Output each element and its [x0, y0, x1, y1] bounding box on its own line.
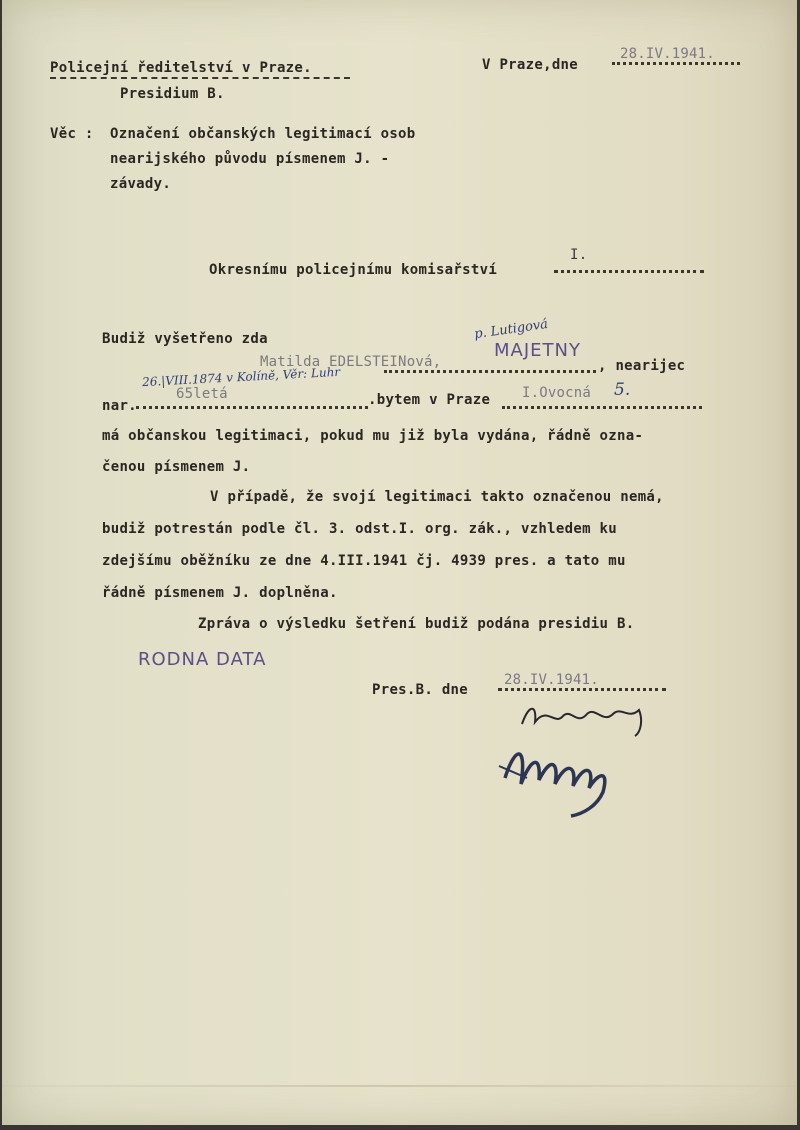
signature-small: [517, 696, 657, 741]
stamp-wealthy: MAJETNY: [494, 340, 581, 361]
handwritten-birth-data: 26.|VIII.1874 v Kolíně, Věr: Luhr: [141, 364, 341, 390]
subject-label: Věc :: [50, 126, 94, 142]
handwritten-note: p. Lutigová: [473, 316, 549, 343]
residing-label: .bytem v Praze: [368, 392, 491, 408]
address-value: I.Ovocná: [522, 385, 592, 401]
body-line-4: čenou písmenem J.: [102, 459, 251, 475]
footer-date: 28.IV.1941.: [504, 672, 599, 688]
age-value: 65letá: [176, 386, 228, 402]
investigate-line: Budiž vyšetřeno zda: [102, 331, 268, 347]
department-line: Presidium B.: [120, 86, 225, 102]
authority-heading: Policejní ředitelství v Praze.: [50, 60, 312, 76]
authority-underline: [50, 77, 350, 79]
body-line-3: má občanskou legitimaci, pokud mu již byla vydána, řádně ozna-: [102, 428, 644, 444]
body-line-7: zdejšímu oběžníku ze dne 4.III.1941 čj. 4939 pres. a tato mu: [102, 553, 626, 569]
non-aryan-text: , nearijec: [598, 358, 686, 374]
body-line-8: řádně písmenem J. doplněna.: [102, 585, 338, 601]
addressee-line: Okresnímu policejnímu komisařství: [209, 262, 498, 278]
footer-dotted-line: [498, 688, 666, 691]
subject-line-1: Označení občanských legitimací osob: [110, 126, 416, 142]
born-label: nar.: [102, 398, 137, 414]
place-date-label: V Praze,dne: [482, 57, 579, 73]
body-line-9: Zpráva o výsledku šetření budiž podána presidiu B.: [198, 616, 635, 632]
document-page: [2, 0, 797, 1125]
signature-large: [497, 736, 627, 826]
footer-label: Pres.B. dne: [372, 682, 469, 698]
body-line-5: V případě, že svojí legitimaci takto označenou nemá,: [210, 489, 664, 505]
address-handwritten: 5.: [614, 380, 631, 400]
addressee-dotted-line: [554, 270, 704, 273]
subject-line-3: závady.: [110, 176, 172, 192]
header-date: 28.IV.1941.: [620, 46, 715, 62]
name-dotted-line: [384, 370, 596, 373]
subject-line-2: nearijského původu písmenem J. -: [110, 151, 390, 167]
born-dotted-line: [136, 406, 368, 409]
addressee-numeral: I.: [570, 247, 588, 263]
person-name: Matilda EDELSTEINová,: [260, 354, 442, 370]
address-dotted-line: [502, 406, 702, 409]
stamp-birth-data: RODNA DATA: [138, 649, 267, 670]
fold-crease: [2, 1085, 797, 1087]
date-dotted-line: [612, 62, 740, 65]
body-line-6: budiž potrestán podle čl. 3. odst.I. org. zák., vzhledem ku: [102, 521, 617, 537]
